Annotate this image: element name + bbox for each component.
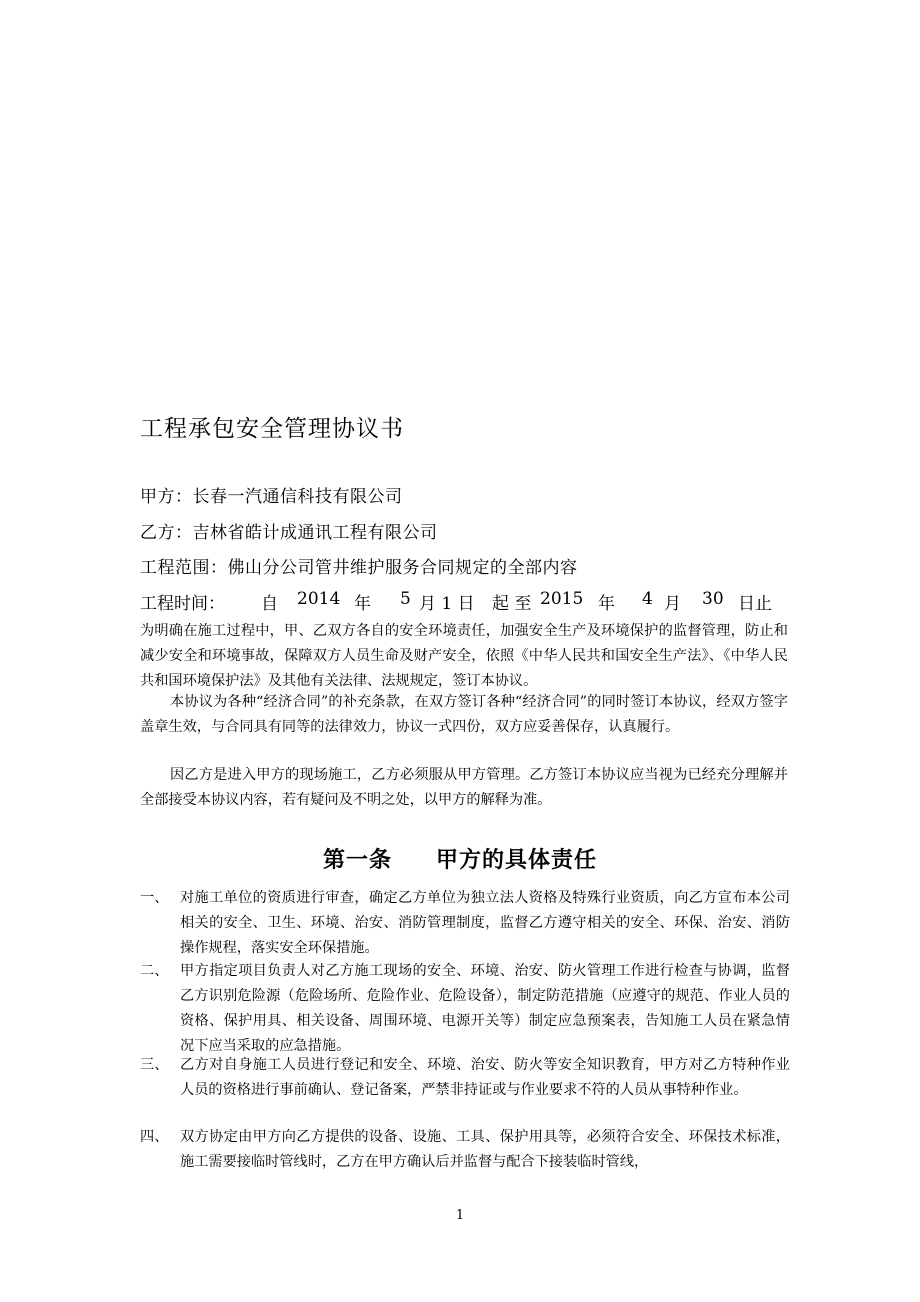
end-year-unit: 年 <box>598 594 615 614</box>
management-paragraph: 因乙方是进入甲方的现场施工，乙方必须服从甲方管理。乙方签订本协议应当视为已经充分理解并全部接受本协议内容，若有疑问及不明之处，以甲方的解释为准。 <box>140 767 788 808</box>
end-month-unit: 月 <box>664 594 681 614</box>
list-item <box>140 959 790 1059</box>
page-number: 1 <box>455 1208 465 1223</box>
start-year: 2014 <box>297 589 341 609</box>
list-item <box>140 886 790 961</box>
time-from: 自 <box>261 594 278 614</box>
end-day-unit: 日止 <box>738 594 772 614</box>
scope-line: 工程范围：佛山分公司管井维护服务合同规定的全部内容 <box>140 558 578 578</box>
item-number: 一、 <box>140 890 169 906</box>
item-text: 甲方指定项目负责人对乙方施工现场的安全、环境、治安、防火管理工作进行检查与协调，监督乙方识别危险源（危险场所、危险作业、危险设备），制定防范措施（应遵守的规范、作业人员的资格、保护用具、相关设备、周围环境、电源开关等）制定应急预案表，告知施工人员在紧急情况下应当采取的应急措施。 <box>180 963 790 1054</box>
end-day: 30 <box>702 589 724 609</box>
supplement-paragraph: 本协议为各种“经济合同”的补充条款，在双方签订各种“经济合同”的同时签订本协议，经双方签字盖章生效，与合同具有同等的法律效力，协议一式四份，双方应妥善保存，认真履行。 <box>140 694 788 735</box>
item-text: 乙方对自身施工人员进行登记和安全、环境、治安、防火等安全知识教育，甲方对乙方特种作业人员的资格进行事前确认、登记备案，严禁非持证或与作业要求不符的人员从事特种作业。 <box>180 1057 790 1098</box>
start-month-day: 月 1 日 <box>419 594 475 614</box>
item-text: 对施工单位的资质进行审查，确定乙方单位为独立法人资格及特殊行业资质，向乙方宣布本公司相关的安全、卫生、环境、治安、消防管理制度，监督乙方遵守相关的安全、环保、治安、消防操作规程，落实安全环保措施。 <box>180 890 790 956</box>
item-number: 二、 <box>140 963 169 979</box>
time-label: 工程时间： <box>140 594 225 614</box>
party-a-line: 甲方：长春一汽通信科技有限公司 <box>140 487 403 507</box>
document-title: 工程承包安全管理协议书 <box>140 416 404 442</box>
item-text: 双方协定由甲方向乙方提供的设备、设施、工具、保护用具等，必须符合安全、环保技术标准，施工需要接临时管线时，乙方在甲方确认后并监督与配合下接装临时管线， <box>180 1129 790 1170</box>
start-year-unit: 年 <box>354 594 371 614</box>
intro-paragraph: 为明确在施工过程中，甲、乙双方各自的安全环境责任，加强安全生产及环境保护的监督管理，防止和减少安全和环境事故，保障双方人员生命及财产安全，依照《中华人民共和国安全生产法》、《中华人民共和国环境保护法》及其他有关法律、法规规定，签订本协议。 <box>140 623 788 689</box>
item-number: 四、 <box>140 1129 169 1145</box>
list-item <box>140 1125 790 1175</box>
list-item <box>140 1053 790 1103</box>
section-heading <box>0 843 920 874</box>
section-title: 甲方的具体责任 <box>436 848 598 873</box>
item-number: 三、 <box>140 1057 169 1073</box>
section-number: 第一条 <box>322 848 392 873</box>
time-to: 起 至 <box>492 594 532 614</box>
end-year: 2015 <box>540 589 584 609</box>
party-b-line: 乙方：吉林省皓计成通讯工程有限公司 <box>140 523 438 543</box>
end-month: 4 <box>642 589 653 609</box>
start-month: 5 <box>400 589 411 609</box>
